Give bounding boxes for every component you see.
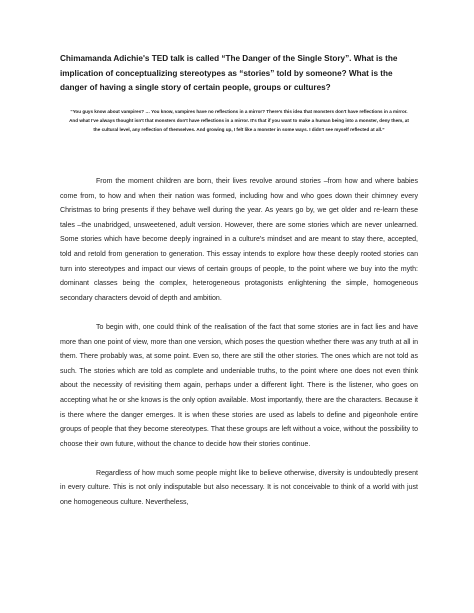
essay-body: [60, 175, 418, 511]
body-paragraph-1: From the moment children are born, their lives revolve around stories –from how and where babies come from, to how and when their nation was formed, including how and who goes down their chimney every Christmas to bring presents if they behave well during the year. As years go by, we get older and re-learn these tales –the unabridged, unsweetened, adult version. However, there are some stories which are never unlearned. Some stories which have become deeply ingrained in a culture's mindset and are meant to stay there, accepted, told and retold from generation to generation. This essay intends to explore how these deeply rooted stories can turn into stereotypes and impact our views of certain groups of people, to the point where we buy into the myth: dominant classes being the complex, heterogeneous protagonists enlightening the simple, homogeneous secondary characters devoid of depth and ambition.: [60, 178, 418, 302]
epigraph-quote: “You guys know about vampires? … You know, vampires have no reflections in a mirror? There's this idea that monsters don't have reflections in a mirror. And what I've always thought isn't that monsters don't have reflections in a mirror. It's that if you want to make a human being into a monster, deny them, at the cultural level, any reflection of themselves. And growing up, I felt like a monster in some ways. I didn't see myself reflected at all.”: [69, 109, 409, 133]
body-paragraph-3: Regardless of how much some people might like to believe otherwise, diversity is undoubtedly present in every culture. This is not only indisputable but also necessary. It is not conceivable to think of a world with just one homogeneous culture. Nevertheless,: [60, 469, 418, 507]
body-paragraph-2: To begin with, one could think of the realisation of the fact that some stories are in fact lies and have more than one point of view, more than one version, which poses the question whether there was any truth at all in them. There probably was, at some point. Even so, there are still the other stories. The ones which are not told as such. The stories which are told as complete and undeniable truths, to the point where one does not even think about the necessity of revisiting them again, perhaps under a different light. There is the listener, who goes on accepting what he or she knows is the only option available. Most importantly, there are the characters. Because it is there where the danger emerges. It is when these stories are used as labels to define and pigeonhole entire groups of people that they become stereotypes. That these groups are left without a voice, without the possibility to choose their own future, without the chance to decide how their stories continue.: [60, 323, 418, 448]
essay-question-heading: Chimamanda Adichie's TED talk is called “The Danger of the Single Story”. What is the implication of conceptualizing stereotypes as “stories” told by someone? What is the danger of having a single story of certain people, groups or cultures?: [60, 54, 398, 92]
